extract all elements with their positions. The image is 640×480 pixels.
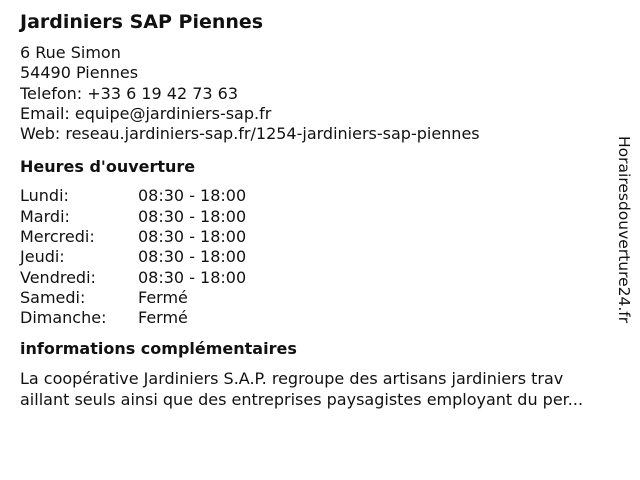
additional-info-heading: informations complémentaires — [20, 338, 297, 358]
day-hours: 08:30 - 18:00 — [138, 267, 247, 287]
day-hours: Fermé — [138, 308, 188, 328]
hours-row-wednesday — [20, 227, 610, 247]
hours-row-friday — [20, 268, 610, 288]
day-label: Jeudi: — [20, 247, 65, 267]
day-label: Mercredi: — [20, 227, 95, 247]
business-name: Jardiniers SAP Piennes — [20, 11, 264, 33]
street-address: 6 Rue Simon — [20, 43, 121, 62]
day-label: Samedi: — [20, 287, 86, 307]
business-description — [20, 368, 632, 410]
phone-line: Telefon: +33 6 19 42 73 63 — [20, 83, 239, 103]
description-line-2: aillant seuls ainsi que des entreprises paysagistes employant du per... — [20, 389, 584, 409]
hours-row-sunday — [20, 308, 610, 328]
day-hours: 08:30 - 18:00 — [138, 186, 247, 206]
email-line: Email: equipe@jardiniers-sap.fr — [20, 103, 272, 123]
city-postcode: 54490 Piennes — [20, 63, 139, 83]
opening-hours-heading: Heures d'ouverture — [20, 157, 196, 177]
hours-row-monday — [20, 186, 610, 206]
day-label: Vendredi: — [20, 267, 96, 287]
description-line-1: La coopérative Jardiniers S.A.P. regroupe des artisans jardiniers trav — [20, 368, 564, 388]
business-card — [20, 10, 610, 410]
hours-row-saturday — [20, 288, 610, 308]
day-hours: 08:30 - 18:00 — [138, 247, 247, 267]
day-label: Mardi: — [20, 206, 70, 226]
site-watermark: Horairesdouverture24.fr — [615, 136, 633, 324]
hours-row-tuesday — [20, 207, 610, 227]
day-label: Lundi: — [20, 186, 69, 206]
day-hours: 08:30 - 18:00 — [138, 227, 247, 247]
website-line: Web: reseau.jardiniers-sap.fr/1254-jardiniers-sap-piennes — [20, 124, 480, 144]
day-hours: Fermé — [138, 287, 188, 307]
day-hours: 08:30 - 18:00 — [138, 206, 247, 226]
hours-row-thursday — [20, 247, 610, 267]
address-block — [20, 43, 610, 144]
day-label: Dimanche: — [20, 308, 107, 328]
opening-hours-table — [20, 186, 610, 328]
